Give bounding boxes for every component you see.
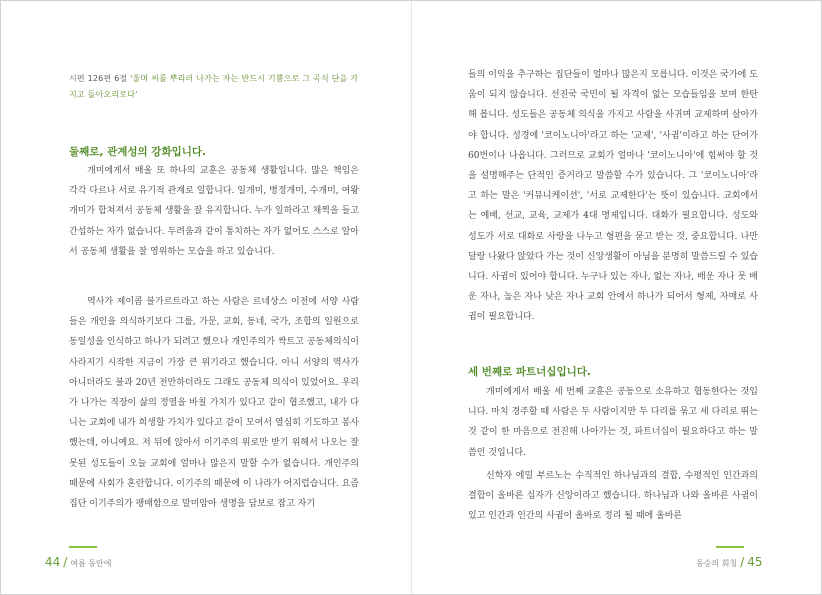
section-heading-relationship: 둘째로, 관계성의 강화입니다. bbox=[69, 146, 207, 158]
page-number: 44 bbox=[45, 555, 61, 569]
paragraph: 들의 이익을 추구하는 집단들이 얼마나 많은지 모릅니다. 이것은 국가에 도움이 되지 않습니다. 선진국 국민이 될 자격이 없는 모습들임을 보며 한탄해 봅니다. 성도들은 공동체 의식을 가지고 사람을 사귀며 교제하며 살아가야 합니다. 성경에 '코이노니아'라고 하는 '교제', '사귐'이라고 하는 단어가 60번이나 나옵니다. 그러므로 교회가 얼마나 '코이노니아'에 힘써야 할 것을 설명해주는 단적인 증거라고 말씀할 수가 있습니다. 그 '코이노니아'라고 하는 말은 '커뮤니케이션', '서로 교제한다'는 뜻이 있습니다. 교회에서는 예배, 선교, 교육, 교제가 4대 명제입니다. 대화가 필요합니다. 성도와 성도가 서로 대화로 사랑을 나누고 형편을 묻고 받는 것, 중요합니다. 나만 달랑 나왔다 앉았다 가는 것이 신앙생활이 아님을 분명히 말씀드릴 수 있습니다. 사귐이 있어야 합니다. 누구나 있는 자나, 없는 자나, 배운 자나 못 배운 자나, 높은 자나 낮은 자나 교회 안에서 하나가 되어서 형제, 자매로 사귐이 필요합니다. bbox=[468, 70, 758, 323]
paragraph: 개미에게서 배울 또 하나의 교훈은 공동체 생활입니다. 많은 책임은 각각 다르나 서로 유기적 관계로 일합니다. 일개미, 병정개미, 수개미, 여왕개미가 합쳐져서 공동체 생활을 잘 유지합니다. 누가 일하라고 채찍을 들고 간섭하는 자가 없습니다. 두려움과 같이 통치하는 자가 없어도 스스로 알아서 공동체 생활을 잘 영위하는 모습을 하고 있습니다. bbox=[69, 166, 359, 257]
epigraph bbox=[69, 71, 359, 103]
left-page bbox=[1, 1, 411, 594]
right-page bbox=[412, 1, 822, 594]
right-folio bbox=[696, 551, 763, 570]
epigraph-text: '울며 씨를 뿌리러 나가는 자는 반드시 기쁨으로 그 곡식 단을 가지고 돌아오리로다' bbox=[69, 74, 359, 99]
left-folio bbox=[45, 551, 112, 570]
running-title: 여름 동안에 bbox=[70, 559, 112, 568]
page-number: 45 bbox=[747, 555, 763, 569]
folio-separator: / bbox=[63, 555, 68, 569]
running-title: 동승의 회칭 bbox=[696, 559, 738, 568]
folio-accent-bar bbox=[716, 546, 744, 548]
folio-separator: / bbox=[740, 555, 745, 569]
epigraph-reference: 시편 126편 6절 bbox=[69, 74, 128, 83]
paragraph: 신학자 에밀 부르노는 수직적인 하나님과의 결합, 수평적인 인간과의 결합이 올바른 십자가 신앙이라고 했습니다. 하나님과 나와 올바른 사귐이 있고 인간과 인간의 사귐이 올바로 정리 될 때에 올바른 bbox=[468, 471, 758, 522]
section-heading-partnership: 세 번째로 파트너십입니다. bbox=[468, 366, 591, 378]
paragraph: 개미에게서 배울 세 번째 교훈은 공동으로 소유하고 협동한다는 것입니다. 마치 경주할 때 사람은 두 사람이지만 두 다리를 묶고 세 다리로 뛰는 것 같이 한 마음으로 전진해 나아가는 것, 파트너십이 필요하다고 하는 말씀인 것입니다. bbox=[468, 387, 758, 458]
folio-accent-bar bbox=[69, 546, 97, 548]
paragraph: 역사가 제이콥 블가르트라고 하는 사람은 르네상스 이전에 서양 사람들은 개인을 의식하기보다 그룹, 가문, 교회, 동네, 국가, 조합의 일원으로 동일성을 인식하고 하나가 되려고 했으나 개인주의가 싹트고 공동체의식이 사라지기 시작한 지금이 가장 큰 위기라고 했습니다. 아니 서양의 역사가 아니더라도 불과 20년 전만하더라도 그래도 공동체 의식이 있었어요. 우리가 나가는 직장이 삶의 정열을 바칠 가치가 있다고 같이 협조했고, 내가 다니는 교회에 내가 희생할 가치가 있다고 같이 모여서 열심히 기도하고 봉사했는데, 아니예요. 저 뒤에 앉아서 이기주의 위로만 받기 위해서 나오는 잘못된 성도들이 오늘 교회에 얼마나 많은지 말할 수가 없습니다. 개인주의 때문에 사회가 혼란합니다. 이기주의 때문에 이 나라가 어지럽습니다. 요즘 집단 이기주의가 팽배함으로 말미암아 생명을 담보로 잡고 자기 bbox=[69, 297, 359, 510]
